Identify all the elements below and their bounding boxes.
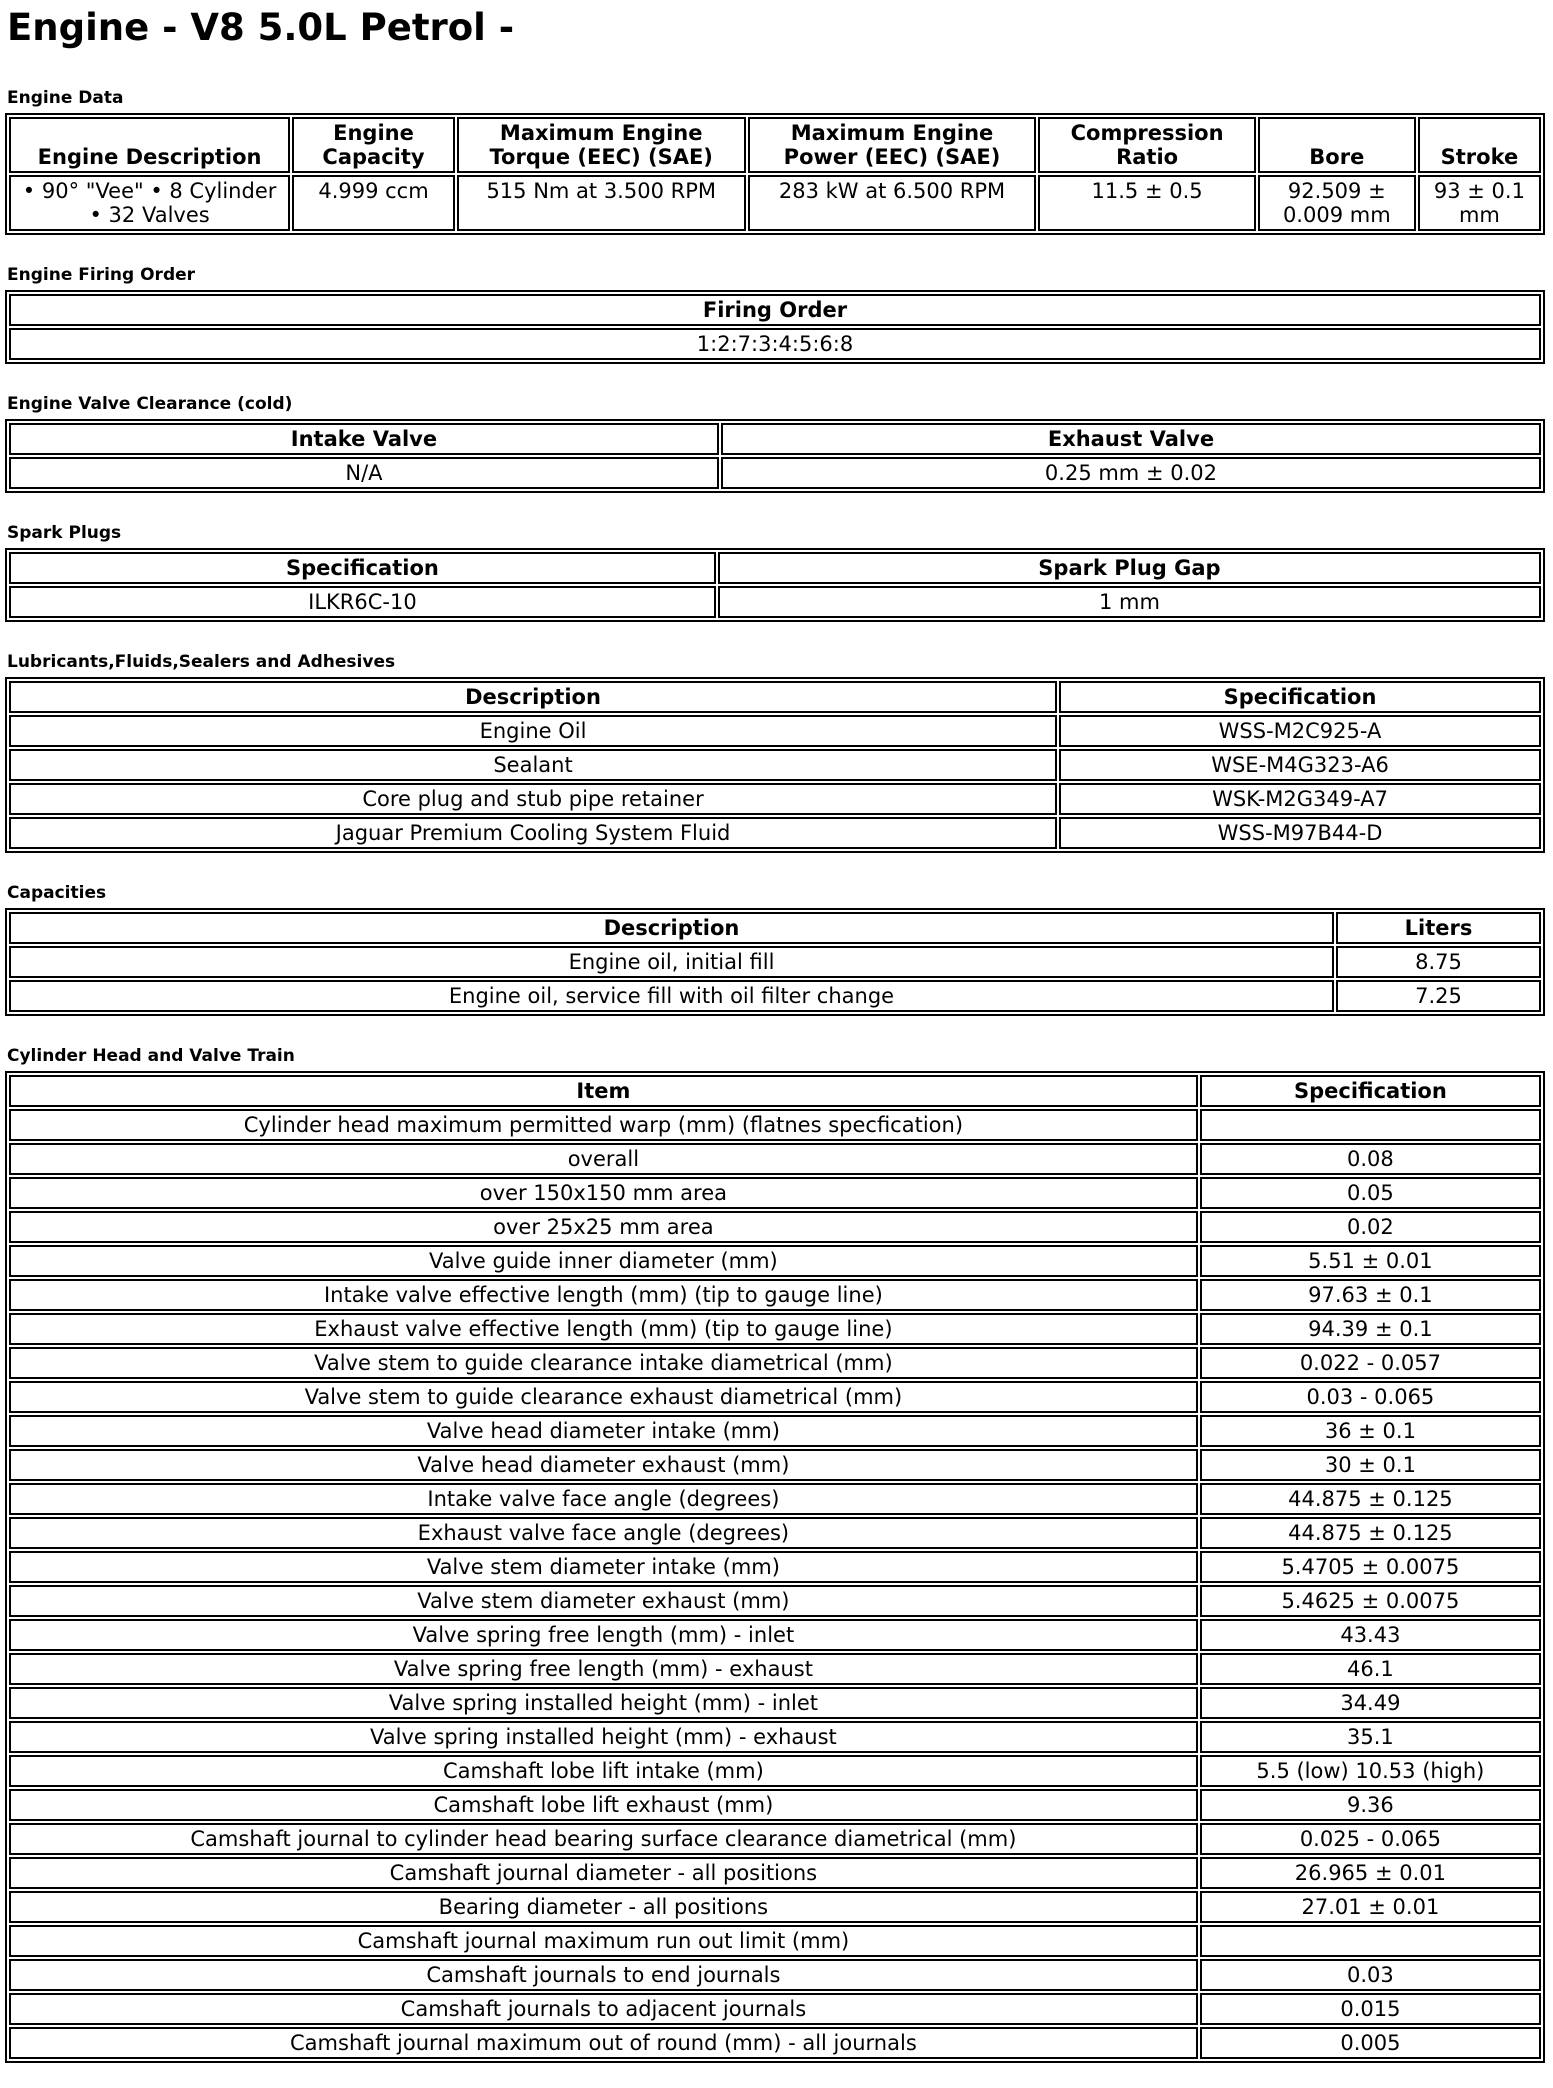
table-cell: 26.965 ± 0.01 xyxy=(1200,1857,1541,1889)
table-cell: 4.999 ccm xyxy=(292,175,455,231)
table-row xyxy=(9,1653,1541,1685)
table-cell: Core plug and stub pipe retainer xyxy=(9,783,1057,815)
table-row xyxy=(9,1245,1541,1277)
column-header: Item xyxy=(9,1075,1198,1107)
table-row xyxy=(9,175,1541,231)
table-cell: over 25x25 mm area xyxy=(9,1211,1198,1243)
table-row xyxy=(9,1891,1541,1923)
table-row xyxy=(9,1211,1541,1243)
table-cell: 5.5 (low) 10.53 (high) xyxy=(1200,1755,1541,1787)
column-header: Engine Description xyxy=(9,117,290,173)
table-cell: WSE-M4G323-A6 xyxy=(1059,749,1541,781)
valve-clearance-table xyxy=(5,419,1545,493)
table-cell: Intake valve face angle (degrees) xyxy=(9,1483,1198,1515)
table-row xyxy=(9,1279,1541,1311)
table-cell: Valve head diameter exhaust (mm) xyxy=(9,1449,1198,1481)
table-cell: N/A xyxy=(9,457,719,489)
table-row xyxy=(9,1857,1541,1889)
table-row xyxy=(9,1143,1541,1175)
table-cell: 0.25 mm ± 0.02 xyxy=(721,457,1541,489)
table-row xyxy=(9,328,1541,360)
table-cell: 5.4705 ± 0.0075 xyxy=(1200,1551,1541,1583)
column-header: Specification xyxy=(1059,681,1541,713)
page-title: Engine - V8 5.0L Petrol - xyxy=(7,6,515,49)
column-header: Bore xyxy=(1258,117,1416,173)
table-cell: Valve spring free length (mm) - inlet xyxy=(9,1619,1198,1651)
table-cell: Camshaft journals to adjacent journals xyxy=(9,1993,1198,2025)
table-cell: WSS-M97B44-D xyxy=(1059,817,1541,849)
table-cell: 0.022 - 0.057 xyxy=(1200,1347,1541,1379)
lubricants-table xyxy=(5,677,1545,853)
table-row xyxy=(9,715,1541,747)
table-cell: Bearing diameter - all positions xyxy=(9,1891,1198,1923)
table-row xyxy=(9,2027,1541,2059)
capacities-table xyxy=(5,908,1545,1016)
table-cell: 44.875 ± 0.125 xyxy=(1200,1517,1541,1549)
table-cell: Cylinder head maximum permitted warp (mm) (flatnes specfication) xyxy=(9,1109,1198,1141)
table-cell: 0.03 xyxy=(1200,1959,1541,1991)
table-cell: 34.49 xyxy=(1200,1687,1541,1719)
table-cell: 43.43 xyxy=(1200,1619,1541,1651)
table-cell: 93 ± 0.1 mm xyxy=(1418,175,1541,231)
table-cell: Intake valve effective length (mm) (tip to gauge line) xyxy=(9,1279,1198,1311)
table-cell: Camshaft lobe lift exhaust (mm) xyxy=(9,1789,1198,1821)
table-row xyxy=(9,1109,1541,1141)
table-cell: 9.36 xyxy=(1200,1789,1541,1821)
section-heading-spark-plugs: Spark Plugs xyxy=(7,523,122,543)
table-cell: 30 ± 0.1 xyxy=(1200,1449,1541,1481)
table-cell: 35.1 xyxy=(1200,1721,1541,1753)
table-row xyxy=(9,1925,1541,1957)
table-row xyxy=(9,817,1541,849)
table-row xyxy=(9,1755,1541,1787)
table-cell xyxy=(1200,1109,1541,1141)
section-heading-lubricants: Lubricants,Fluids,Sealers and Adhesives xyxy=(7,652,396,672)
table-cell: Valve head diameter intake (mm) xyxy=(9,1415,1198,1447)
table-row xyxy=(9,1619,1541,1651)
table-row xyxy=(9,1993,1541,2025)
table-cell: 0.05 xyxy=(1200,1177,1541,1209)
table-row xyxy=(9,946,1541,978)
column-header: Description xyxy=(9,912,1334,944)
column-header: Firing Order xyxy=(9,294,1541,326)
table-header-row xyxy=(9,1075,1541,1107)
table-cell: 46.1 xyxy=(1200,1653,1541,1685)
table-row xyxy=(9,1313,1541,1345)
table-row xyxy=(9,1381,1541,1413)
table-cell: Valve spring free length (mm) - exhaust xyxy=(9,1653,1198,1685)
table-cell: 7.25 xyxy=(1336,980,1541,1012)
table-row xyxy=(9,1823,1541,1855)
column-header: Maximum Engine Power (EEC) (SAE) xyxy=(748,117,1037,173)
engine-data-table xyxy=(5,113,1545,235)
table-cell: Exhaust valve face angle (degrees) xyxy=(9,1517,1198,1549)
section-heading-firing-order: Engine Firing Order xyxy=(7,265,196,285)
table-row xyxy=(9,1789,1541,1821)
table-cell: Camshaft lobe lift intake (mm) xyxy=(9,1755,1198,1787)
table-cell: WSS-M2C925-A xyxy=(1059,715,1541,747)
column-header: Specification xyxy=(9,552,716,584)
table-cell: Valve stem to guide clearance exhaust diametrical (mm) xyxy=(9,1381,1198,1413)
table-row xyxy=(9,1585,1541,1617)
column-header: Stroke xyxy=(1418,117,1541,173)
table-cell: Engine Oil xyxy=(9,715,1057,747)
table-cell: 1 mm xyxy=(718,586,1541,618)
table-cell: ILKR6C-10 xyxy=(9,586,716,618)
table-cell: 0.03 - 0.065 xyxy=(1200,1381,1541,1413)
table-header-row xyxy=(9,294,1541,326)
table-cell: overall xyxy=(9,1143,1198,1175)
table-cell: 0.08 xyxy=(1200,1143,1541,1175)
table-row xyxy=(9,980,1541,1012)
column-header: Liters xyxy=(1336,912,1541,944)
column-header: Intake Valve xyxy=(9,423,719,455)
table-cell: 36 ± 0.1 xyxy=(1200,1415,1541,1447)
table-header-row xyxy=(9,117,1541,173)
spark-plugs-table xyxy=(5,548,1545,622)
table-cell: 515 Nm at 3.500 RPM xyxy=(457,175,746,231)
table-cell: 5.4625 ± 0.0075 xyxy=(1200,1585,1541,1617)
table-cell: over 150x150 mm area xyxy=(9,1177,1198,1209)
column-header: Specification xyxy=(1200,1075,1541,1107)
table-row xyxy=(9,1347,1541,1379)
column-header: Compression Ratio xyxy=(1038,117,1255,173)
table-cell: Engine oil, initial fill xyxy=(9,946,1334,978)
table-cell: 44.875 ± 0.125 xyxy=(1200,1483,1541,1515)
table-cell: Valve stem diameter intake (mm) xyxy=(9,1551,1198,1583)
table-cell: • 90° "Vee" • 8 Cylinder • 32 Valves xyxy=(9,175,290,231)
table-header-row xyxy=(9,681,1541,713)
table-cell: 283 kW at 6.500 RPM xyxy=(748,175,1037,231)
table-cell: Sealant xyxy=(9,749,1057,781)
table-cell: Exhaust valve effective length (mm) (tip to gauge line) xyxy=(9,1313,1198,1345)
table-row xyxy=(9,749,1541,781)
column-header: Exhaust Valve xyxy=(721,423,1541,455)
table-cell: Camshaft journal to cylinder head bearing surface clearance diametrical (mm) xyxy=(9,1823,1198,1855)
table-row xyxy=(9,1551,1541,1583)
section-heading-engine-data: Engine Data xyxy=(7,88,124,108)
column-header: Maximum Engine Torque (EEC) (SAE) xyxy=(457,117,746,173)
table-cell: Valve spring installed height (mm) - exhaust xyxy=(9,1721,1198,1753)
cylinder-head-table xyxy=(5,1071,1545,2063)
table-cell: Jaguar Premium Cooling System Fluid xyxy=(9,817,1057,849)
section-heading-valve-clearance: Engine Valve Clearance (cold) xyxy=(7,394,293,414)
table-header-row xyxy=(9,552,1541,584)
table-cell: 1:2:7:3:4:5:6:8 xyxy=(9,328,1541,360)
table-cell: 92.509 ± 0.009 mm xyxy=(1258,175,1416,231)
table-row xyxy=(9,783,1541,815)
table-row xyxy=(9,1415,1541,1447)
table-cell: 97.63 ± 0.1 xyxy=(1200,1279,1541,1311)
table-row xyxy=(9,457,1541,489)
table-cell: 5.51 ± 0.01 xyxy=(1200,1245,1541,1277)
section-heading-capacities: Capacities xyxy=(7,883,107,903)
table-row xyxy=(9,1177,1541,1209)
table-cell: 0.025 - 0.065 xyxy=(1200,1823,1541,1855)
table-cell: WSK-M2G349-A7 xyxy=(1059,783,1541,815)
table-row xyxy=(9,1959,1541,1991)
column-header: Engine Capacity xyxy=(292,117,455,173)
table-header-row xyxy=(9,912,1541,944)
firing-order-table xyxy=(5,290,1545,364)
table-cell: 94.39 ± 0.1 xyxy=(1200,1313,1541,1345)
table-cell: Valve stem to guide clearance intake diametrical (mm) xyxy=(9,1347,1198,1379)
table-cell: Camshaft journal maximum run out limit (mm) xyxy=(9,1925,1198,1957)
table-cell: 11.5 ± 0.5 xyxy=(1038,175,1255,231)
column-header: Spark Plug Gap xyxy=(718,552,1541,584)
table-cell: Camshaft journal diameter - all positions xyxy=(9,1857,1198,1889)
table-cell: 0.015 xyxy=(1200,1993,1541,2025)
table-cell xyxy=(1200,1925,1541,1957)
table-row xyxy=(9,1687,1541,1719)
table-row xyxy=(9,1483,1541,1515)
table-header-row xyxy=(9,423,1541,455)
table-cell: Engine oil, service fill with oil filter change xyxy=(9,980,1334,1012)
section-heading-cylinder-head: Cylinder Head and Valve Train xyxy=(7,1046,295,1066)
table-cell: Valve spring installed height (mm) - inlet xyxy=(9,1687,1198,1719)
table-cell: Camshaft journal maximum out of round (mm) - all journals xyxy=(9,2027,1198,2059)
table-cell: Camshaft journals to end journals xyxy=(9,1959,1198,1991)
table-cell: 27.01 ± 0.01 xyxy=(1200,1891,1541,1923)
table-cell: 0.02 xyxy=(1200,1211,1541,1243)
table-cell: 0.005 xyxy=(1200,2027,1541,2059)
column-header: Description xyxy=(9,681,1057,713)
table-row xyxy=(9,1721,1541,1753)
table-cell: 8.75 xyxy=(1336,946,1541,978)
table-row xyxy=(9,1449,1541,1481)
table-cell: Valve stem diameter exhaust (mm) xyxy=(9,1585,1198,1617)
table-cell: Valve guide inner diameter (mm) xyxy=(9,1245,1198,1277)
table-row xyxy=(9,1517,1541,1549)
table-row xyxy=(9,586,1541,618)
